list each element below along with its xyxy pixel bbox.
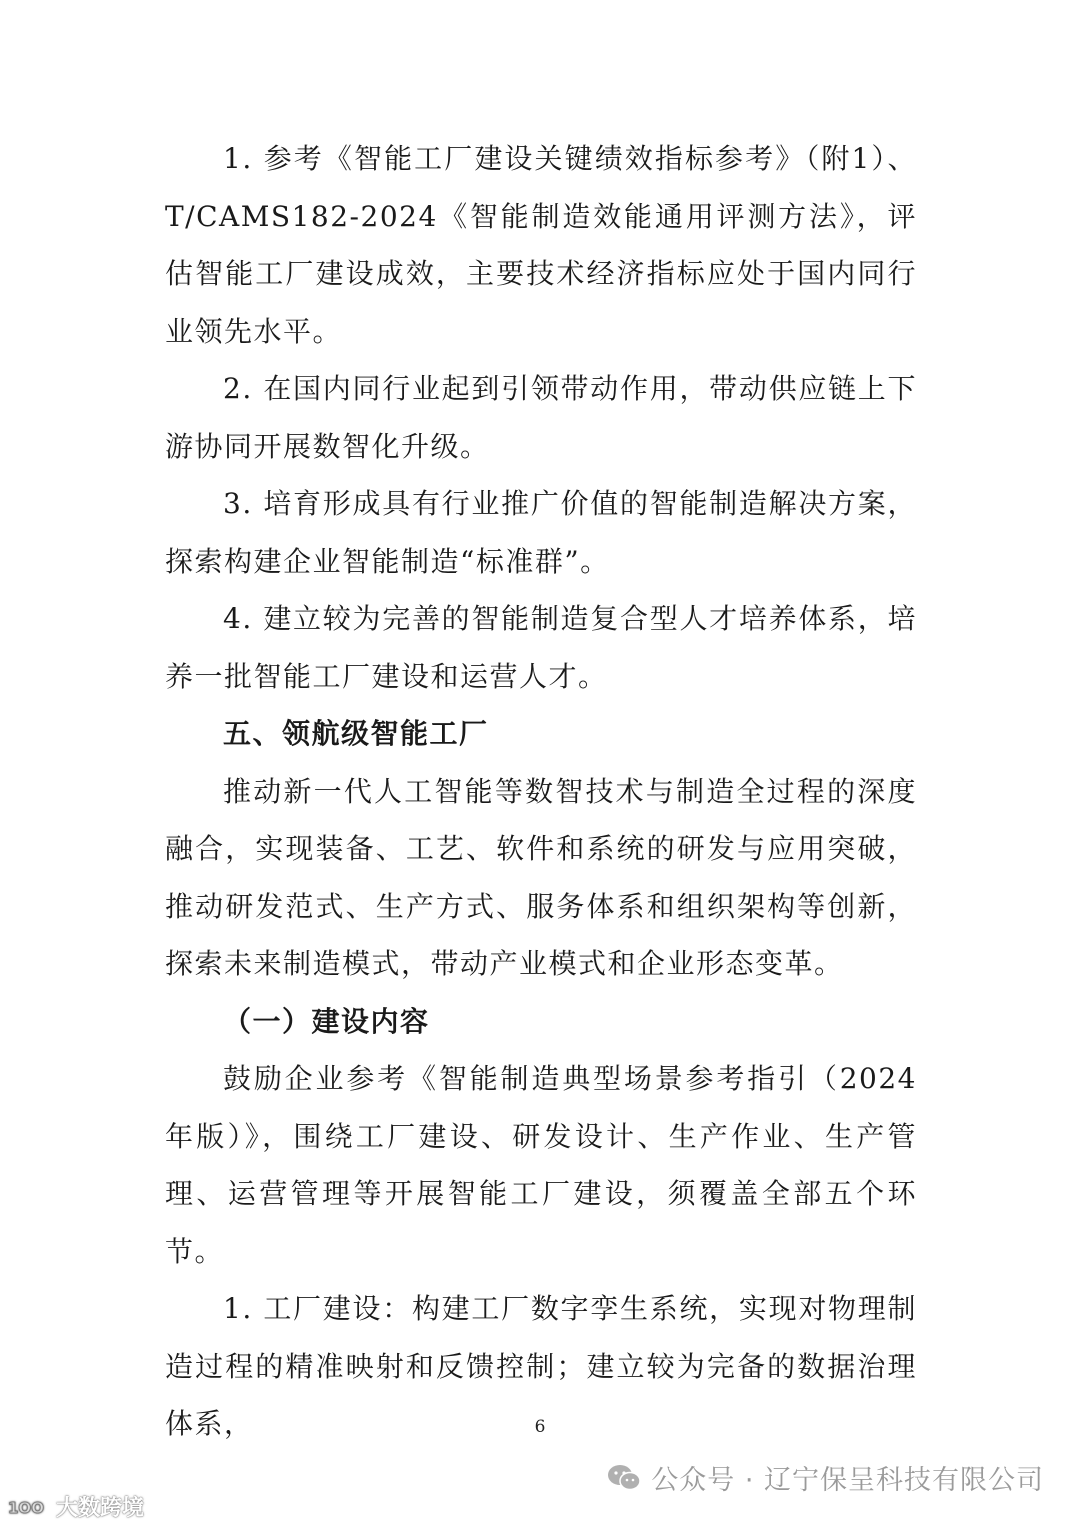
brand-logo-text: 1OO — [8, 1498, 44, 1517]
subsection-heading: （一）建设内容 — [223, 1004, 430, 1038]
corner-watermark — [6, 1491, 144, 1522]
paragraph-item-2: 2. 在国内同行业起到引领带动作用，带动供应链上下游协同开展数智化升级。 — [165, 372, 917, 463]
factory-construction-paragraph: 1. 工厂建设：构建工厂数字孪生系统，实现对物理制造过程的精准映射和反馈控制；建立较为完备的数据治理体系， — [165, 1292, 917, 1440]
wechat-watermark — [607, 1458, 1044, 1497]
paragraph-item-3: 3. 培育形成具有行业推广价值的智能制造解决方案，探索构建企业智能制造“标准群”。 — [165, 487, 917, 578]
wechat-account-label: 公众号 · 辽宁保呈科技有限公司 — [651, 1465, 1044, 1496]
section-intro-paragraph: 推动新一代人工智能等数智技术与制造全过程的深度融合，实现装备、工艺、软件和系统的研发与应用突破，推动研发范式、生产方式、服务体系和组织架构等创新，探索未来制造模式，带动产业模式和企业形态变革。 — [165, 774, 917, 980]
paragraph-item-1: 1. 参考《智能工厂建设关键绩效指标参考》（附1）、T/CAMS182-2024《智能制造效能通用评测方法》，评估智能工厂建设成效，主要技术经济指标应处于国内同行业领先水平。 — [165, 142, 917, 348]
brand-logo-icon — [6, 1495, 52, 1519]
section-heading: 五、领航级智能工厂 — [223, 717, 489, 750]
subsection-paragraph: 鼓励企业参考《智能制造典型场景参考指引（2024年版）》，围绕工厂建设、研发设计、生产作业、生产管理、运营管理等开展智能工厂建设，须覆盖全部五个环节。 — [165, 1062, 917, 1268]
page-number: 6 — [534, 1417, 546, 1437]
document-body — [165, 130, 917, 1453]
corner-watermark-label: 大数跨境 — [56, 1496, 145, 1521]
paragraph-item-4: 4. 建立较为完善的智能制造复合型人才培养体系，培养一批智能工厂建设和运营人才。 — [165, 602, 917, 693]
wechat-icon — [607, 1464, 641, 1492]
